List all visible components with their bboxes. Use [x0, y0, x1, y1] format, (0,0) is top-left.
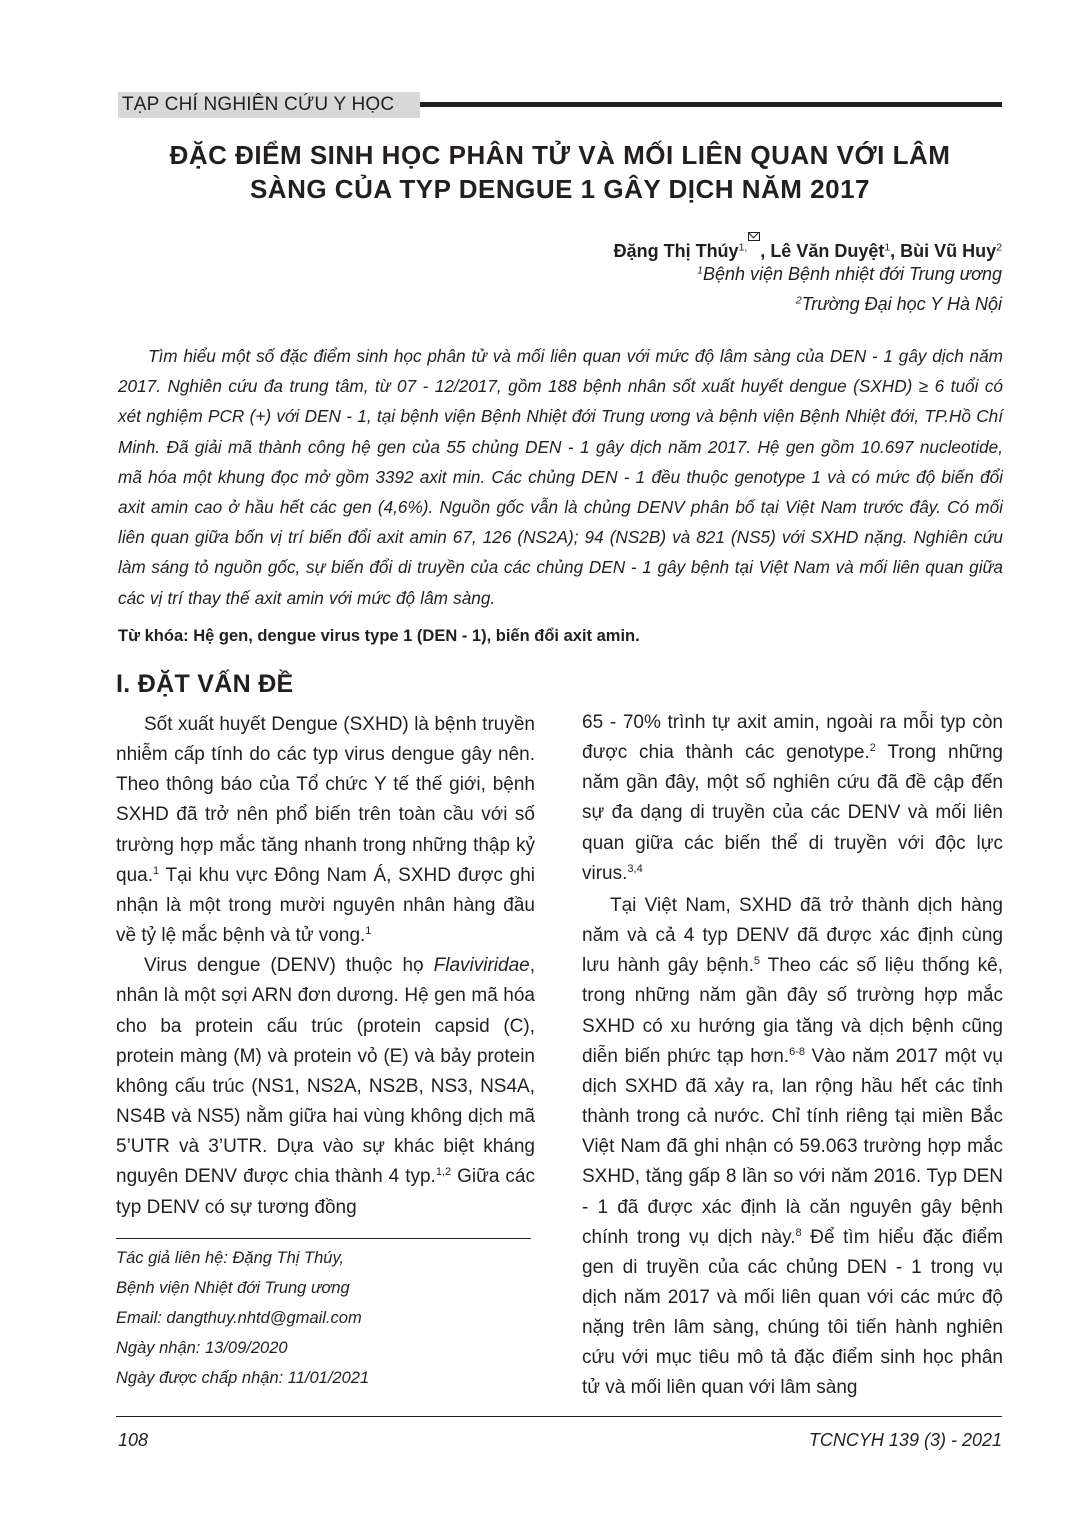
footnote-contact-author: Tác giả liên hệ: Đặng Thị Thúy, [116, 1249, 345, 1267]
citation: 1 [365, 925, 372, 938]
author-separator: , [760, 241, 771, 262]
author-3-name: Bùi Vũ Huy [900, 241, 997, 262]
title-line-1: ĐẶC ĐIỂM SINH HỌC PHÂN TỬ VÀ MỐI LIÊN QUAN VỚI LÂM [169, 140, 951, 170]
affiliation-1-text: Bệnh viện Bệnh nhiệt đới Trung ương [702, 264, 1002, 284]
body-column-right [582, 708, 1003, 1404]
footnote-email: Email: dangthuy.nhtd@gmail.com [116, 1309, 362, 1327]
citation: 1 [152, 864, 160, 877]
affiliation-2-mark: 2 [795, 295, 802, 307]
journal-issue: TCNCYH 139 (3) - 2021 [808, 1430, 1002, 1450]
footnote-accepted-date: Ngày được chấp nhận: 11/01/2021 [116, 1369, 370, 1387]
author-3-affiliation-mark: 2 [996, 242, 1002, 254]
article-title [100, 138, 1020, 206]
citation: 2 [869, 742, 876, 755]
footnote [116, 1243, 369, 1393]
author-1-affiliation-mark: 1, [738, 242, 748, 254]
abstract: Tìm hiểu một số đặc điểm sinh học phân tử và mối liên quan với mức độ lâm sàng của DEN - 1 gây dịch năm 2017. Nghiên cứu đa trung tâm, từ 07 - 12/2017, gồm 188 bệnh nhân sốt xuất huyết dengue (SXHD) ≥ 6 tuổi có xét nghiệm PCR (+) với DEN - 1, tại bệnh viện Bệnh Nhiệt đới Trung ương và bệnh viện Bệnh Nhiệt đới, TP.Hồ Chí Minh. Đã giải mã thành công hệ gen của 55 chủng DEN - 1 gây dịch năm 2017. Hệ gen gồm 10.697 nucleotide, mã hóa một khung đọc mở gồm 3392 axit min. Các chủng DEN - 1 đều thuộc genotype 1 và có mức độ biến đổi axit amin cao ở hầu hết các gen (4,6%). Nguồn gốc vẫn là chủng DENV phân bố tại Việt Nam trước đây. Có mối liên quan giữa bốn vị trí biến đổi axit amin 67, 126 (NS2A); 94 (NS2B) và 821 (NS5) với SXHD nặng. Nghiên cứu làm sáng tỏ nguồn gốc, sự biến đổi di truyền của các chủng DEN - 1 gây bệnh tại Việt Nam và mối liên quan giữa các vị trí thay thế axit amin với mức độ lâm sàng. [118, 346, 1003, 608]
citation: 3,4 [627, 862, 643, 875]
footnote-received-date: Ngày nhận: 13/09/2020 [116, 1339, 288, 1357]
body-paragraph: Sốt xuất huyết Dengue (SXHD) là bệnh truyền nhiễm cấp tính do các typ virus dengue gây nên. Theo thông báo của Tổ chức Y tế thế giới, bệnh SXHD đã trở nên phổ biến trên toàn cầu với số trường hợp mắc tăng nhanh trong những thập kỷ qua.$^1$ Tại khu vực Đông Nam Á, SXHD được ghi nhận là một trong mười nguyên nhân hàng đầu về tỷ lệ mắc bệnh và tử vong.$^1$ [116, 714, 535, 947]
title-line-2: SÀNG CỦA TYP DENGUE 1 GÂY DỊCH NĂM 2017 [249, 174, 871, 204]
affiliation-2-text: Trường Đại học Y Hà Nội [801, 294, 1002, 314]
citation: 1,2 [435, 1166, 452, 1179]
body-column-left [116, 710, 535, 1223]
author-1-name: Đặng Thị Thúy [613, 241, 739, 262]
body-paragraph: Tại Việt Nam, SXHD đã trở thành dịch hàng năm và cả 4 typ DENV đã được xác định cùng lưu hành gây bệnh.$^5$ Theo các số liệu thống kê, trong những năm gần đây số trường hợp mắc SXHD có xu hướng gia tăng và dịch bệnh cũng diễn biến phức tạp hơn.$^{6-8}$ Vào năm 2017 một vụ dịch SXHD đã xảy ra, lan rộng hầu hết các tỉnh thành trong cả nước. Chỉ tính riêng tại miền Bắc Việt Nam đã ghi nhận có 59.063 trường hợp mắc SXHD, tăng gấp 8 lần so với năm 2016. Typ DEN - 1 đã được xác định là căn nguyên gây bệnh chính trong vụ dịch này.$^8$ Để tìm hiểu đặc điểm gen di truyền của các chủng DEN - 1 trong vụ dịch năm 2017 và mối liên quan với các mức độ nặng trên lâm sàng, chúng tôi tiến hành nghiên cứu với mục tiêu mô tả đặc điểm sinh học phân tử và mối liên quan với lâm sàng [582, 894, 1004, 1399]
affiliation-1-mark: 1 [697, 265, 703, 277]
footer-rule [116, 1416, 1002, 1417]
body-paragraph: Virus dengue (DENV) thuộc họ Flaviviridae, nhân là một sợi ARN đơn dương. Hệ gen mã hóa cho ba protein cấu trúc (protein capsid (C), protein màng (M) và protein vỏ (E) và bảy protein không cấu trúc (NS1, NS2A, NS2B, NS3, NS4A, NS4B và NS5) nằm giữa hai vùng không dịch mã 5’UTR và 3’UTR. Dựa vào sự khác biệt kháng nguyên DENV được chia thành 4 typ.$^{1,2}$ Giữa các typ DENV có sự tương đồng [116, 955, 535, 1218]
page-number: 108 [118, 1430, 149, 1450]
journal-label: TẠP CHÍ NGHIÊN CỨU Y HỌC [118, 92, 420, 118]
author-2-name: Lê Văn Duyệt [770, 241, 885, 262]
citation: 8 [795, 1226, 802, 1239]
body-paragraph: 65 - 70% trình tự axit amin, ngoài ra mỗi typ còn được chia thành các genotype.$^2$ Trong những năm gần đây, một số nghiên cứu đã đề cập đến sự đa dạng di truyền của các DENV và mối liên quan giữa các biến thể di truyền với độc lực virus.$^{3,4}$ [582, 712, 1003, 884]
footnote-rule [116, 1238, 531, 1239]
keywords: Từ khóa: Hệ gen, dengue virus type 1 (DEN - 1), biến đổi axit amin. [118, 627, 640, 645]
section-heading: I. ĐẶT VẤN ĐỀ [116, 670, 294, 698]
author-list [614, 232, 1002, 262]
affiliation-1 [697, 264, 1002, 285]
citation: 6-8 [789, 1045, 805, 1058]
author-2-affiliation-mark: 1 [884, 242, 891, 254]
taxon-name: Flaviviridae [433, 955, 530, 977]
footnote-contact-affiliation: Bệnh viện Nhiệt đới Trung ương [116, 1279, 350, 1297]
affiliation-2 [796, 294, 1002, 315]
header-rule [420, 102, 1002, 107]
envelope-icon [748, 232, 760, 241]
citation: 5 [753, 955, 761, 968]
author-separator: , [890, 241, 901, 262]
